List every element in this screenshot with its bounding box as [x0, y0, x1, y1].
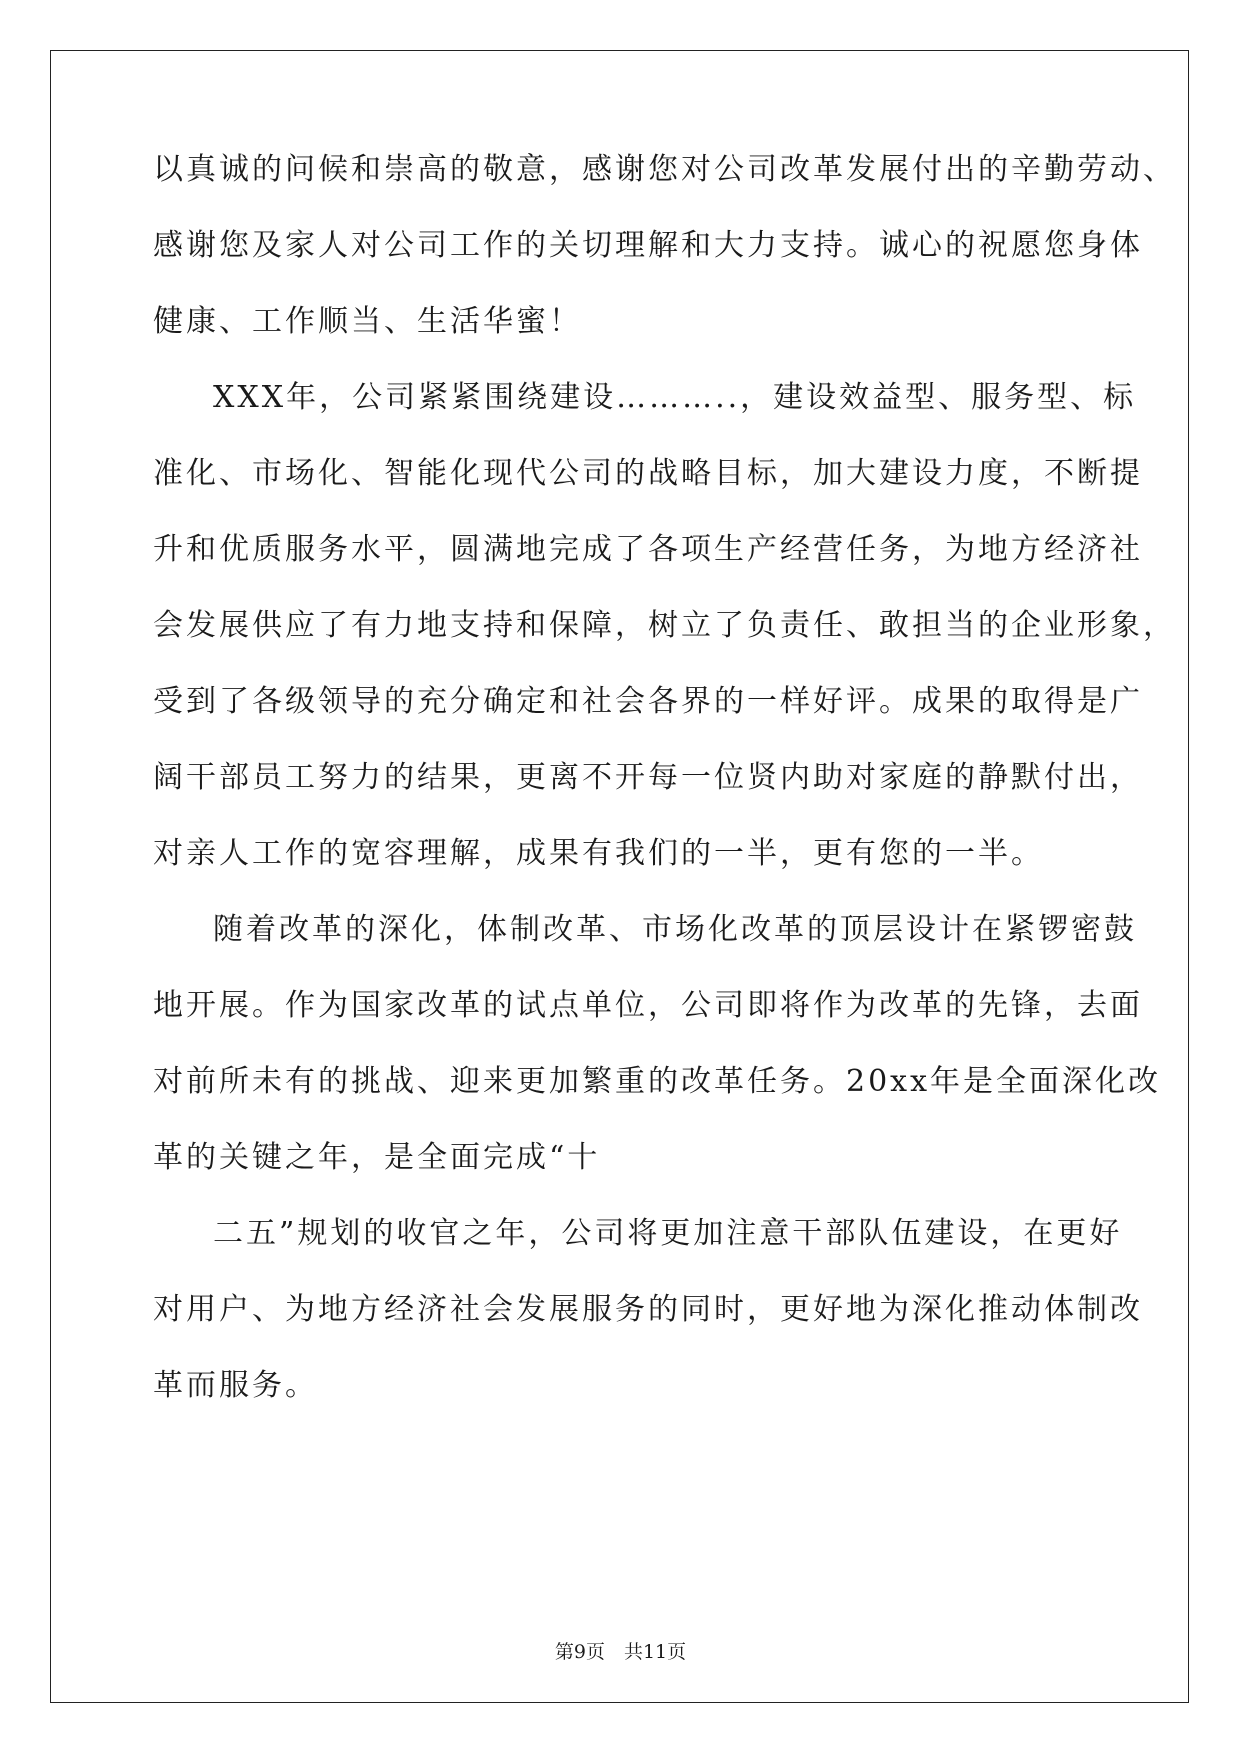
- text-line: 受到了各级领导的充分确定和社会各界的一样好评。成果的取得是广: [153, 684, 1143, 719]
- text-line: 会发展供应了有力地支持和保障，树立了负责任、敢担当的企业形象，: [153, 608, 1176, 643]
- text-line: 阔干部员工努力的结果，更离不开每一位贤内助对家庭的静默付出，: [153, 760, 1143, 795]
- page-number: 第9页 共11页: [554, 1641, 687, 1663]
- text-line: 感谢您及家人对公司工作的关切理解和大力支持。诚心的祝愿您身体: [153, 228, 1143, 263]
- text-line: 对前所未有的挑战、迎来更加繁重的改革任务。20xx年是全面深化改: [153, 1064, 1162, 1099]
- page-border: [50, 50, 1189, 1703]
- text-line: 革而服务。: [153, 1368, 318, 1403]
- text-line: 对用户、为地方经济社会发展服务的同时，更好地为深化推动体制改: [153, 1292, 1143, 1327]
- text-line: 准化、市场化、智能化现代公司的战略目标，加大建设力度，不断提: [153, 456, 1143, 491]
- text-line: 随着改革的深化，体制改革、市场化改革的顶层设计在紧锣密鼓: [213, 912, 1137, 947]
- text-line: 对亲人工作的宽容理解，成果有我们的一半，更有您的一半。: [153, 836, 1044, 871]
- text-line: 健康、工作顺当、生活华蜜！: [153, 304, 582, 339]
- text-line: 升和优质服务水平，圆满地完成了各项生产经营任务，为地方经济社: [153, 532, 1143, 567]
- text-line: 地开展。作为国家改革的试点单位，公司即将作为改革的先锋，去面: [153, 988, 1143, 1023]
- text-line: 二五”规划的收官之年，公司将更加注意干部队伍建设，在更好: [213, 1216, 1123, 1251]
- text-line: 以真诚的问候和崇高的敬意，感谢您对公司改革发展付出的辛勤劳动、: [153, 152, 1176, 187]
- text-line: 革的关键之年，是全面完成“十: [153, 1140, 601, 1175]
- text-line: XXX年，公司紧紧围绕建设………..，建设效益型、服务型、标: [213, 380, 1137, 415]
